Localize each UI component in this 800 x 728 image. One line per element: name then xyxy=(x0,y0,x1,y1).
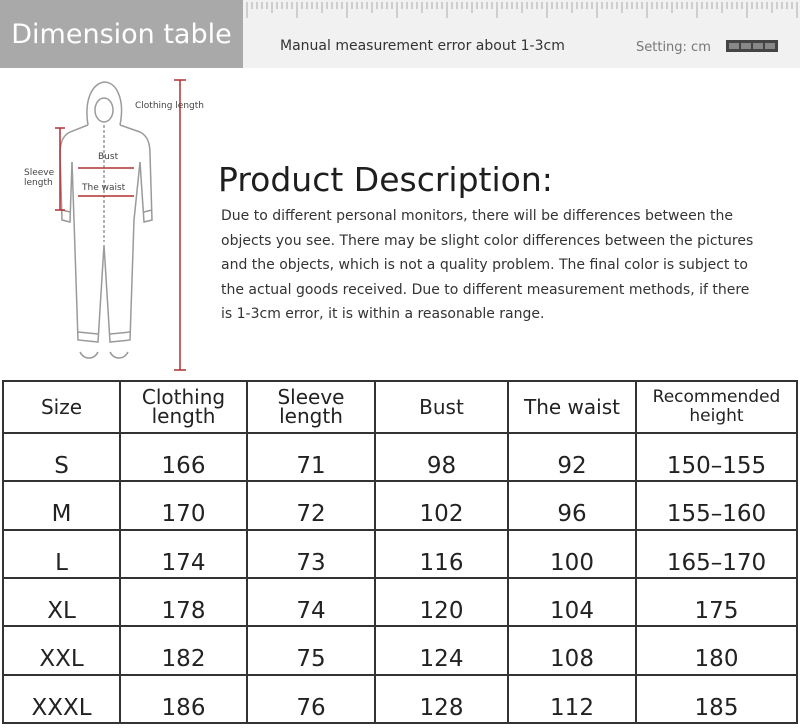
sleeve-length-label-line2: length xyxy=(24,178,53,188)
waist-label: The waist xyxy=(82,183,126,193)
cell-size: XL xyxy=(3,578,120,626)
table-row xyxy=(3,626,797,674)
cell-recommended-height: 180 xyxy=(636,626,797,674)
cell-waist: 100 xyxy=(508,530,636,578)
cell-recommended-height: 150–155 xyxy=(636,433,797,481)
coverall-measurement-figure xyxy=(0,70,215,375)
column-header-bust: Bust xyxy=(375,381,508,433)
measurement-error-note: Manual measurement error about 1-3cm xyxy=(280,38,565,54)
cell-bust: 124 xyxy=(375,626,508,674)
table-row xyxy=(3,530,797,578)
sleeve-length-label-line1: Sleeve xyxy=(24,168,55,178)
battery-style-icon xyxy=(726,40,778,52)
cell-waist: 108 xyxy=(508,626,636,674)
cell-bust: 128 xyxy=(375,675,508,723)
unit-setting-label: Setting: cm xyxy=(636,40,711,55)
cell-sleeve-length: 75 xyxy=(247,626,375,674)
clothing-length-label: Clothing length xyxy=(135,101,204,111)
cell-sleeve-length: 76 xyxy=(247,675,375,723)
description-line: the actual goods received. Due to different measurement methods, if there xyxy=(221,281,750,298)
cell-size: XXL xyxy=(3,626,120,674)
column-header-waist: The waist xyxy=(508,381,636,433)
cell-bust: 120 xyxy=(375,578,508,626)
description-line: and the objects, which is not a quality problem. The final color is subject to xyxy=(221,257,748,273)
description-line: Due to different personal monitors, there will be differences between the xyxy=(221,208,734,224)
cell-waist: 104 xyxy=(508,578,636,626)
cell-clothing-length: 178 xyxy=(120,578,247,626)
cell-recommended-height: 175 xyxy=(636,578,797,626)
product-description-title: Product Description: xyxy=(218,160,553,199)
table-row xyxy=(3,481,797,529)
cell-bust: 98 xyxy=(375,433,508,481)
cell-sleeve-length: 74 xyxy=(247,578,375,626)
column-header-recommended-height: Recommended height xyxy=(636,381,797,433)
table-header-row xyxy=(3,381,797,433)
table-row xyxy=(3,675,797,723)
table-row xyxy=(3,433,797,481)
table-row xyxy=(3,578,797,626)
bust-label: Bust xyxy=(98,152,119,162)
cell-clothing-length: 182 xyxy=(120,626,247,674)
cell-clothing-length: 174 xyxy=(120,530,247,578)
cell-clothing-length: 170 xyxy=(120,481,247,529)
cell-size: XXXL xyxy=(3,675,120,723)
cell-clothing-length: 166 xyxy=(120,433,247,481)
cell-waist: 96 xyxy=(508,481,636,529)
cell-size: S xyxy=(3,433,120,481)
cell-sleeve-length: 72 xyxy=(247,481,375,529)
dimension-table-title: Dimension table xyxy=(0,0,243,68)
cell-size: M xyxy=(3,481,120,529)
cell-sleeve-length: 71 xyxy=(247,433,375,481)
cell-recommended-height: 165–170 xyxy=(636,530,797,578)
cell-clothing-length: 186 xyxy=(120,675,247,723)
description-line: is 1-3cm error, it is within a reasonable range. xyxy=(221,306,545,322)
cell-bust: 102 xyxy=(375,481,508,529)
cell-waist: 92 xyxy=(508,433,636,481)
ruler-graphic xyxy=(243,2,800,24)
cell-bust: 116 xyxy=(375,530,508,578)
product-description-text xyxy=(221,204,791,327)
description-line: objects you see. There may be slight color differences between the pictures xyxy=(221,232,754,249)
column-header-clothing-length: Clothing length xyxy=(120,381,247,433)
coverall-outline-icon xyxy=(0,70,215,375)
header-bar xyxy=(0,0,800,68)
cell-waist: 112 xyxy=(508,675,636,723)
cell-size: L xyxy=(3,530,120,578)
cell-sleeve-length: 73 xyxy=(247,530,375,578)
cell-recommended-height: 185 xyxy=(636,675,797,723)
column-header-sleeve-length: Sleeve length xyxy=(247,381,375,433)
size-dimension-table xyxy=(2,380,798,724)
cell-recommended-height: 155–160 xyxy=(636,481,797,529)
column-header-size: Size xyxy=(3,381,120,433)
